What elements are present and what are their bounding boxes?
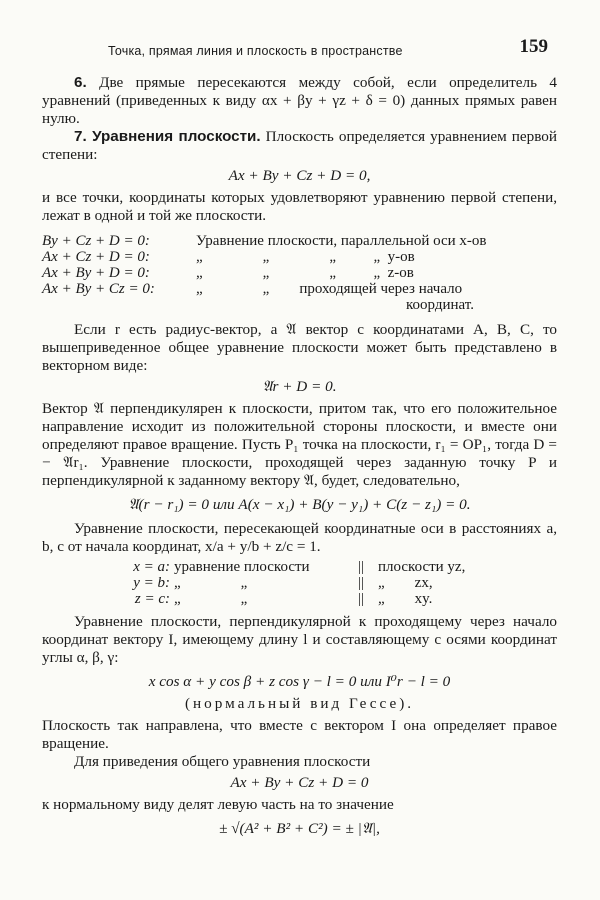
equation-general-repeat: Ax + By + Cz + D = 0 [230,774,369,791]
table-cell-rest: „ zx, [378,575,433,591]
table-cell-equation: Ax + Cz + D = 0: [42,249,150,265]
table-row [42,281,557,297]
table-cell-equation: Ax + By + Cz = 0: [42,281,155,297]
table-cell-description: „ „ проходящей через начало [196,281,463,297]
table-cell-description: „ „ „ „ y-ов [196,249,415,265]
table-coordinate-planes [114,559,469,607]
table-cell-equation: z = c: [134,591,170,607]
table-row [42,233,557,249]
table-cell-separator: || [357,559,364,575]
equation-general: Ax + By + Cz + D = 0, [228,167,371,184]
table-cell-description: „ „ [174,575,248,591]
page-content [42,74,557,842]
hesse-caption: (нормальный вид Гессе). [184,695,415,712]
table-row [114,591,469,607]
table-cell-description: Уравнение плоскости, параллельной оси x-ов [196,233,487,249]
table-cell-equation: y = b: [133,575,170,591]
table-row [114,559,469,575]
table-row [42,265,557,281]
paragraph-normal: Уравнение плоскости, перпендикулярной к проходящему через начало координат вектору I, имеющему длину l и составляющему с осями координат углы α, β, γ: [42,613,557,666]
table-row [114,575,469,591]
equation-hesse: x cos α + y cos β + z cos γ − l = 0 или I⁰r − l = 0 [148,673,451,690]
equation-point-normal: 𝔄(r − r₁) = 0 или A(x − x₁) + B(y − y₁) + C(z − z₁) = 0. [128,496,471,513]
table-cell-description: координат. [406,297,474,313]
table-cell-description: „ „ „ „ z-ов [196,265,414,281]
paragraph-directed: Плоскость так направлена, что вместе с вектором I она определяет правое вращение. [42,717,557,752]
table-cell-description: „ „ [174,591,248,607]
paragraph-divide: к нормальному виду делят левую часть на то значение [42,796,394,813]
table-row [42,249,557,265]
table-cell-separator: || [357,575,364,591]
paragraph-points: и все точки, координаты которых удовлетворяют уравнению первой степени, лежат в одной и той же плоскости. [42,189,557,224]
running-header [108,38,548,60]
equation-norm: ± √(A² + B² + C²) = ± |𝔄|, [219,820,380,837]
table-cell-rest: „ xy. [378,591,433,607]
table-cell-separator: || [357,591,364,607]
table-cell-equation: By + Cz + D = 0: [42,233,150,249]
table-cell-equation: x = a: [133,559,170,575]
equation-vector: 𝔄r + D = 0. [262,378,337,395]
table-cell-equation [42,297,196,313]
paragraph-6-text: Две прямые пересекаются между собой, если определитель 4 уравнений (приведенных к виду αx + βy + γz + δ = 0) данных прямых равен нулю. [42,74,557,127]
paragraph-7 [42,128,557,164]
table-special-planes [42,233,557,313]
page-number: 159 [519,36,548,57]
section-heading: 7. Уравнения плоскости. [74,128,261,145]
paragraph-radius-vector: Если r есть радиус-вектор, а 𝔄 вектор с координатами A, B, C, то вышеприведенное общее уравнение плоскости может быть представлено в векторном виде: [42,321,557,374]
paragraph-7-text: Плоскость определяется уравнением первой степени: [42,128,557,163]
table-cell-equation: Ax + By + D = 0: [42,265,150,281]
table-row [42,297,557,313]
paragraph-reduce: Для приведения общего уравнения плоскости [74,753,371,770]
paragraph-6-number: 6. [74,74,87,91]
table-cell-description: уравнение плоскости [174,559,310,575]
paragraph-6 [42,74,557,128]
header-title: Точка, прямая линия и плоскость в пространстве [108,44,403,58]
table-cell-rest: плоскости yz, [378,559,466,575]
paragraph-intercept: Уравнение плоскости, пересекающей координатные оси в расстояниях a, b, c от начала координат, x/a + y/b + z/c = 1. [42,520,557,555]
paragraph-perpendicular: Вектор 𝔄 перпендикулярен к плоскости, притом так, что его положительное направление исходит из положительной стороны плоскости, и вместе они определяют правое вращение. Пусть P₁ точка на плоскости, r₁ = OP₁, тогда D = − 𝔄r₁. Уравнение плоскости, проходящей через заданную точку P и перпендикулярной к заданному вектору 𝔄, будет, следовательно, [42,400,557,489]
